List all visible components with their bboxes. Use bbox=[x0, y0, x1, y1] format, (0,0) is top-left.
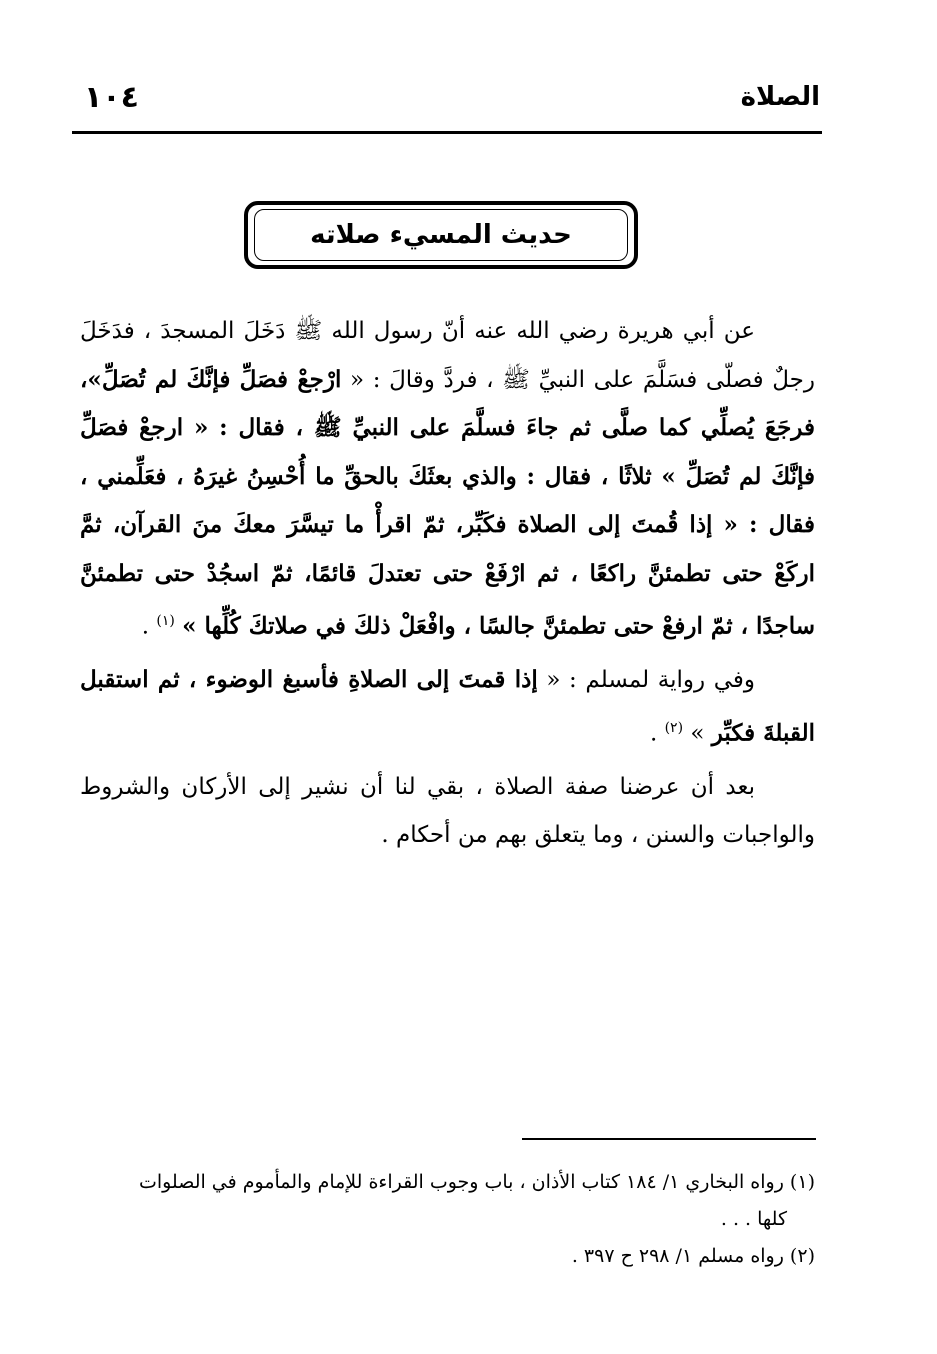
hadith-quote-first: ارْجعْ فصَلِّ فإنَّكَ لم تُصَلِّ bbox=[101, 365, 342, 393]
page-header bbox=[78, 80, 820, 124]
narration-intro: وفي رواية لمسلم : « bbox=[537, 667, 755, 693]
hadith-continuation: »، فرجَعَ يُصلِّي كما صلَّى ثم جاءَ فسلَّمَ على النبيِّ ﷺ ، فقال : « ارجعْ فصَلِّ فإنَّكَ لم تُصَلِّ » ثلاثًا ، فقال : والذي بعثَكَ بالحقِّ ما أُحْسِنُ غيرَهُ ، فعَلِّمني ، فقال : « إذا قُمتَ إلى الصلاة فكَبِّر، ثمّ اقرأْ ما تيسَّرَ معكَ منَ القرآن، ثمَّ اركَعْ حتى تطمئنَّ راكعًا ، ثم ارْفَعْ حتى تعتدلَ قائمًا، ثمّ اسجُدْ حتى تطمئنَّ ساجدًا ، ثمّ ارفعْ حتى تطمئنَّ جالسًا ، وافْعَلْ ذلكَ في صلاتكَ كُلِّها » bbox=[80, 365, 815, 640]
header-divider bbox=[72, 131, 822, 134]
narration-quote: إذا قمتَ إلى الصلاةِ فأسبغ الوضوء ، ثم استقبل القبلةَ فكبِّر bbox=[80, 666, 815, 747]
footnote-1-continuation: كلها . . . bbox=[720, 1208, 787, 1230]
hadith-paragraph: عن أبي هريرة رضي الله عنه أنّ رسول الله ﷺ دَخَلَ المسجدَ ، فدَخَلَ رجلٌ فصلّى فسَلَّمَ على النبيِّ ﷺ ، فردَّ وقالَ : « ارْجعْ فصَلِّ فإنَّكَ لم تُصَلِّ»، فرجَعَ يُصلِّي كما صلَّى ثم جاءَ فسلَّمَ على النبيِّ ﷺ ، فقال : « ارجعْ فصَلِّ فإنَّكَ لم تُصَلِّ » ثلاثًا ، فقال : والذي بعثَكَ بالحقِّ ما أُحْسِنُ غيرَهُ ، فعَلِّمني ، فقال : « إذا قُمتَ إلى الصلاة فكَبِّر، ثمّ اقرأْ ما تيسَّرَ معكَ منَ القرآن، ثمَّ اركَعْ حتى تطمئنَّ راكعًا ، ثم ارْفَعْ حتى تعتدلَ قائمًا، ثمّ اسجُدْ حتى تطمئنَّ ساجدًا ، ثمّ ارفعْ حتى تطمئنَّ جالسًا ، وافْعَلْ ذلكَ في صلاتكَ كُلِّها » $^{(١)}$ . bbox=[80, 318, 815, 640]
section-title-frame bbox=[244, 201, 638, 269]
footnote-1: (١) رواه البخاري ١/ ١٨٤ كتاب الأذان ، باب وجوب القراءة للإمام والمأموم في الصلوات bbox=[138, 1171, 815, 1193]
chapter-title: الصلاة bbox=[740, 82, 820, 112]
footnote-ref-2: (٢) bbox=[664, 719, 684, 736]
page-number: ١٠٤ bbox=[84, 80, 139, 115]
footnote-divider bbox=[522, 1138, 816, 1140]
closing-paragraph: بعد أن عرضنا صفة الصلاة ، بقي لنا أن نشير إلى الأركان والشروط والواجبات والسنن ، وما يتعلق بهم من أحكام . bbox=[80, 774, 815, 848]
section-title: حديث المسيء صلاته bbox=[310, 220, 572, 250]
footnote-ref-1: (١) bbox=[156, 613, 175, 629]
narration-close: » bbox=[690, 720, 712, 747]
hadith-intro: عن أبي هريرة رضي الله عنه أنّ رسول الله ﷺ دَخَلَ المسجدَ ، فدَخَلَ رجلٌ فصلّى فسَلَّمَ على النبيِّ ﷺ ، فردَّ وقالَ : « bbox=[80, 318, 815, 393]
footnote-2: (٢) رواه مسلم ١/ ٢٩٨ ح ٣٩٧ . bbox=[571, 1245, 815, 1267]
footnotes bbox=[80, 1164, 815, 1275]
muslim-narration-paragraph: وفي رواية لمسلم : « إذا قمتَ إلى الصلاةِ فأسبغ الوضوء ، ثم استقبل القبلةَ فكبِّر » $^{(٢)}$ . bbox=[80, 666, 815, 747]
